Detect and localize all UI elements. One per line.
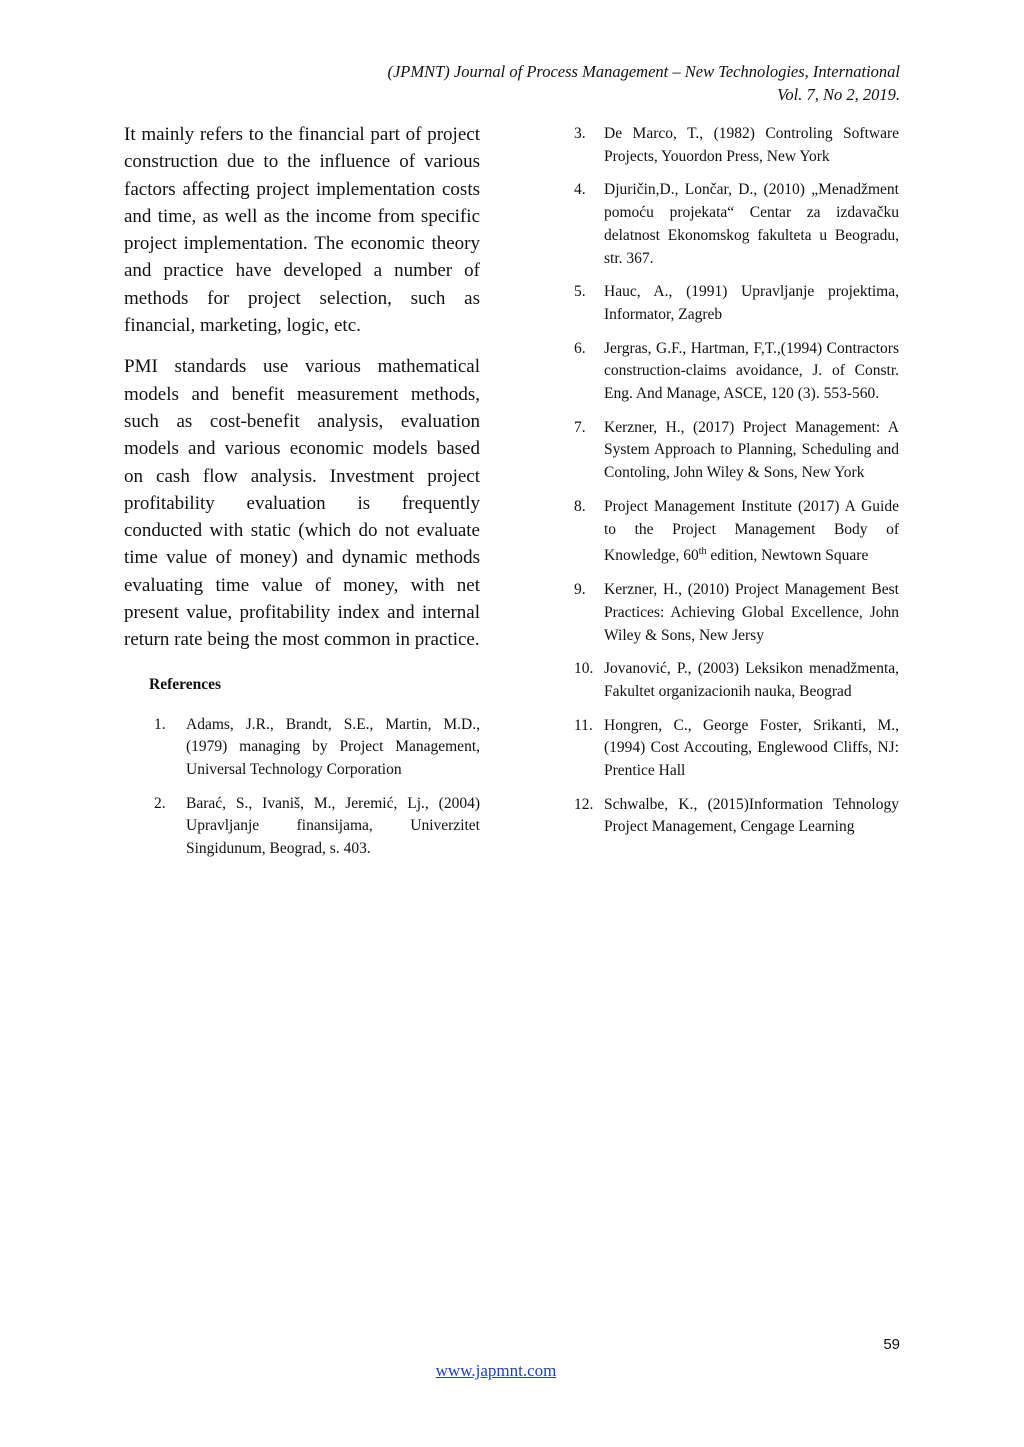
reference-number: 11. — [574, 716, 593, 734]
reference-list-right — [574, 123, 899, 839]
reference-number: 3. — [574, 125, 586, 142]
reference-item — [574, 658, 899, 703]
reference-item — [574, 417, 899, 485]
references-heading: References — [149, 675, 222, 693]
reference-item — [574, 179, 899, 270]
reference-text: Jovanović, P., (2003) Leksikon menadžmenta, Fakultet organizacionih nauka, Beograd — [604, 660, 899, 700]
reference-item — [574, 579, 899, 647]
journal-website-link[interactable]: www.japmnt.com — [435, 1361, 557, 1380]
body-paragraph: It mainly refers to the financial part of project construction due to the influence of various factors affecting project implementation costs and time, as well as the income from specific project implementation. The economic theory and practice have developed a number of methods for project selection, such as financial, marketing, logic, etc. — [124, 124, 480, 337]
reference-text: Schwalbe, K., (2015)Information Tehnology Project Management, Cengage Learning — [604, 795, 899, 836]
reference-number: 5. — [574, 283, 586, 301]
journal-header — [200, 60, 900, 106]
reference-number: 7. — [574, 418, 586, 436]
journal-header-volume: Vol. 7, No 2, 2019. — [777, 85, 900, 104]
reference-text: Adams, J.R., Brandt, S.E., Martin, M.D., (1979) managing by Project Management, Universal Technology Corporation — [186, 715, 480, 779]
reference-text: Jergras, G.F., Hartman, F,T.,(1994) Contractors construction-claims avoidance, J. of Constr. Eng. And Manage, ASCE, 120 (3). 553-560. — [604, 339, 899, 403]
reference-number: 12. — [574, 795, 594, 813]
reference-number: 6. — [574, 339, 586, 357]
reference-item — [574, 715, 899, 783]
body-paragraph: PMI standards use various mathematical models and benefit measurement methods, such as cost-benefit analysis, evaluation models and various economic models based on cash flow analysis. Investment project profitability evaluation is frequently conducted with static (which do not evaluate time value of money) and dynamic methods evaluating time value of money, with net present value, profitability index and internal return rate being the most common in practice. — [124, 356, 480, 651]
reference-item — [574, 794, 899, 839]
reference-text: Barać, S., Ivaniš, M., Jeremić, Lj., (2004) Upravljanje finansijama, Univerzitet Singidunum, Beograd, s. 403. — [186, 794, 480, 858]
reference-item — [124, 714, 480, 782]
reference-text-part: Project Management Institute (2017) A Guide to the Project Management Body of Knowledge, 60 — [604, 497, 899, 565]
reference-text: Kerzner, H., (2010) Project Management Best Practices: Achieving Global Excellence, John Wiley & Sons, New Jersy — [604, 581, 899, 644]
reference-text: Hauc, A., (1991) Upravljanje projektima, Informator, Zagreb — [604, 283, 899, 323]
reference-item — [124, 793, 480, 861]
right-column — [574, 123, 899, 850]
left-column — [124, 121, 480, 872]
reference-number: 4. — [574, 181, 586, 199]
reference-text: Hongren, C., George Foster, Srikanti, M., (1994) Cost Accouting, Englewood Cliffs, NJ: Prentice Hall — [604, 716, 899, 780]
reference-number: 9. — [574, 581, 586, 599]
reference-text: Kerzner, H., (2017) Project Management: A System Approach to Planning, Scheduling and Contoling, John Wiley & Sons, New York — [604, 418, 899, 482]
journal-header-title: (JPMNT) Journal of Process Management – New Technologies, International — [387, 62, 900, 81]
page-number: 59 — [883, 1336, 900, 1353]
reference-text: Djuričin,D., Lončar, D., (2010) „Menadžment pomoću projekata“ Centar za izdavačku delatnost Ekonomskog fakulteta u Beogradu, str. 367. — [604, 181, 899, 267]
reference-item — [574, 338, 899, 406]
reference-text-part: edition, Newtown Square — [706, 547, 869, 565]
reference-item — [574, 496, 899, 568]
reference-item — [574, 123, 899, 168]
reference-list-left — [124, 714, 480, 861]
reference-number: 8. — [574, 497, 586, 515]
ordinal-superscript: th — [698, 546, 707, 558]
reference-item — [574, 281, 899, 326]
reference-text: De Marco, T., (1982) Controling Software Projects, Youordon Press, New York — [604, 125, 899, 165]
reference-number: 1. — [154, 715, 166, 733]
reference-number: 2. — [154, 794, 166, 812]
reference-number: 10. — [574, 660, 594, 678]
reference-text — [604, 498, 899, 565]
